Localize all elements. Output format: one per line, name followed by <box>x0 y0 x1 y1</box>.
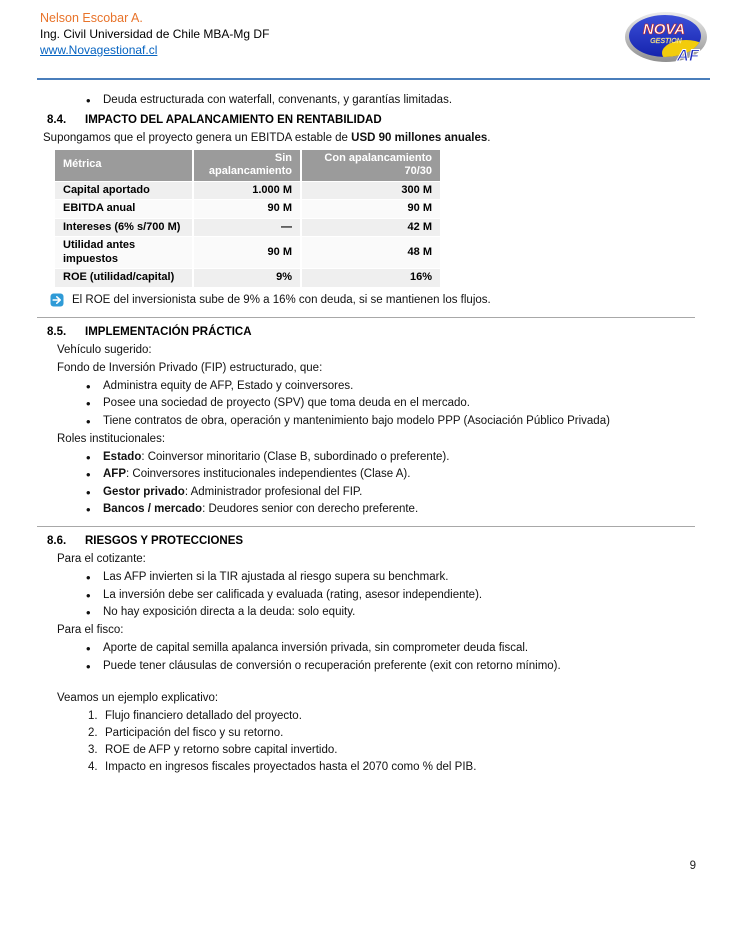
logo-text-af: AF <box>676 46 700 65</box>
document-header <box>0 0 730 71</box>
list-number: 4. <box>88 761 98 773</box>
list-item <box>43 708 700 725</box>
logo-text-nova: NOVA <box>642 21 686 38</box>
list-number: 1. <box>88 710 98 722</box>
paragraph: Vehículo sugerido: <box>57 343 152 356</box>
paragraph: Para el fisco: <box>57 624 124 636</box>
role-name: Estado <box>103 450 142 463</box>
section-title: RIESGOS Y PROTECCIONES <box>85 535 244 547</box>
list-item: • Posee una sociedad de proyecto (SPV) que toma deuda en el mercado. <box>43 395 700 412</box>
section-number: 8.4. <box>47 113 67 126</box>
table-row <box>55 218 440 237</box>
table-row <box>55 181 440 200</box>
value-cell: 42 M <box>300 218 440 237</box>
list-item <box>43 742 700 759</box>
value-cell: 90 M <box>300 199 440 218</box>
section-divider <box>37 317 695 318</box>
list-number: 3. <box>88 744 98 756</box>
fisco-bullet-list <box>43 640 700 675</box>
section-title: IMPACTO DEL APALANCAMIENTO EN RENTABILIDAD <box>85 113 382 126</box>
value-cell: 90 M <box>192 199 300 218</box>
metric-cell: Utilidad antes impuestos <box>55 236 192 268</box>
list-item <box>43 466 700 483</box>
list-item <box>43 759 700 776</box>
role-name: Gestor privado <box>103 485 185 498</box>
role-desc: : Deudores senior con derecho preferente. <box>202 503 419 515</box>
list-item: • Administra equity de AFP, Estado y coinversores. <box>43 378 700 395</box>
list-text: ROE de AFP y retorno sobre capital invertido. <box>105 744 338 756</box>
value-cell: 90 M <box>192 236 300 268</box>
section-heading-8-5 <box>47 324 700 341</box>
example-numbered-list <box>43 708 700 776</box>
list-text: Impacto en ingresos fiscales proyectados hasta el 2070 como % del PIB. <box>105 761 477 773</box>
fip-bullet-list <box>43 378 700 430</box>
list-item <box>43 725 700 742</box>
spacer <box>43 675 700 689</box>
list-item: • Aporte de capital semilla apalanca inversión privada, sin comprometer deuda fiscal. <box>43 640 700 657</box>
lead-bold-text: USD 90 millones anuales <box>351 131 488 144</box>
col-header-metric: Métrica <box>55 150 192 181</box>
list-item: • No hay exposición directa a la deuda: solo equity. <box>43 604 700 621</box>
list-item: • Las AFP invierten si la TIR ajustada al riesgo supera su benchmark. <box>43 569 700 586</box>
metric-cell: Intereses (6% s/700 M) <box>55 218 192 237</box>
cotizante-bullet-list <box>43 569 700 621</box>
value-cell: 1.000 M <box>192 181 300 200</box>
role-desc: : Coinversor minoritario (Clase B, subordinado o preferente). <box>141 450 450 463</box>
value-cell: 48 M <box>300 236 440 268</box>
table-row <box>55 199 440 218</box>
right-arrow-icon <box>50 293 64 307</box>
table-row <box>55 236 440 268</box>
section-heading-8-4 <box>47 112 700 129</box>
section-heading-8-6 <box>47 533 700 550</box>
callout-text: El ROE del inversionista sube de 9% a 16% con deuda, si se mantienen los flujos. <box>72 293 491 306</box>
nova-gestion-logo <box>624 9 712 71</box>
list-item <box>43 449 700 466</box>
paragraph: Roles institucionales: <box>57 432 166 445</box>
list-item: • La inversión debe ser calificada y evaluada (rating, asesor independiente). <box>43 587 700 604</box>
col-header-unlevered: Sin apalancamiento <box>192 150 300 181</box>
list-item: • Deuda estructurada con waterfall, convenants, y garantías limitadas. <box>43 92 700 109</box>
table-row <box>55 268 440 287</box>
metric-cell: ROE (utilidad/capital) <box>55 268 192 287</box>
author-credentials: Ing. Civil Universidad de Chile MBA-Mg DF <box>40 27 270 41</box>
metric-cell: Capital aportado <box>55 181 192 200</box>
list-number: 2. <box>88 727 98 739</box>
website-link[interactable]: www.Novagestionaf.cl <box>40 43 158 57</box>
author-name: Nelson Escobar A. <box>40 11 143 25</box>
role-desc: : Administrador profesional del FIP. <box>184 485 363 498</box>
page-number: 9 <box>689 860 696 872</box>
list-item <box>43 484 700 501</box>
list-item: • Tiene contratos de obra, operación y mantenimiento bajo modelo PPP (Asociación Público Privada) <box>43 413 700 430</box>
example-intro: Veamos un ejemplo explicativo: <box>57 692 219 704</box>
value-cell: 300 M <box>300 181 440 200</box>
role-name: Bancos / mercado <box>103 503 203 515</box>
role-name: AFP <box>103 468 126 480</box>
section-title: IMPLEMENTACIÓN PRÁCTICA <box>85 325 252 338</box>
value-cell: 16% <box>300 268 440 287</box>
metric-cell: EBITDA anual <box>55 199 192 218</box>
list-text: Flujo financiero detallado del proyecto. <box>105 710 302 722</box>
author-block <box>40 10 269 58</box>
intro-bullet-list <box>43 92 700 109</box>
roe-callout <box>50 292 700 309</box>
table-header-row <box>55 150 440 181</box>
section-number: 8.5. <box>47 325 67 338</box>
col-header-levered: Con apalancamiento 70/30 <box>300 150 440 181</box>
paragraph: Para el cotizante: <box>57 553 146 565</box>
lead-text: Supongamos que el proyecto genera un EBITDA estable de <box>43 131 352 144</box>
role-desc: : Coinversores institucionales independientes (Clase A). <box>126 468 411 480</box>
logo-text-gestion: GESTION <box>650 38 682 45</box>
section-number: 8.6. <box>47 535 67 547</box>
paragraph: Fondo de Inversión Privado (FIP) estructurado, que: <box>57 361 323 374</box>
lead-period: . <box>487 131 491 144</box>
list-item: • Puede tener cláusulas de conversión o recuperación preferente (exit con retorno mínimo). <box>43 658 700 675</box>
list-text: Participación del fisco y su retorno. <box>105 727 284 739</box>
value-cell: — <box>192 218 300 237</box>
value-cell: 9% <box>192 268 300 287</box>
section-divider <box>37 526 695 527</box>
list-item <box>43 501 700 518</box>
roles-bullet-list <box>43 449 700 519</box>
leverage-table <box>55 150 440 287</box>
document-body <box>0 80 730 776</box>
lead-paragraph <box>43 130 700 147</box>
